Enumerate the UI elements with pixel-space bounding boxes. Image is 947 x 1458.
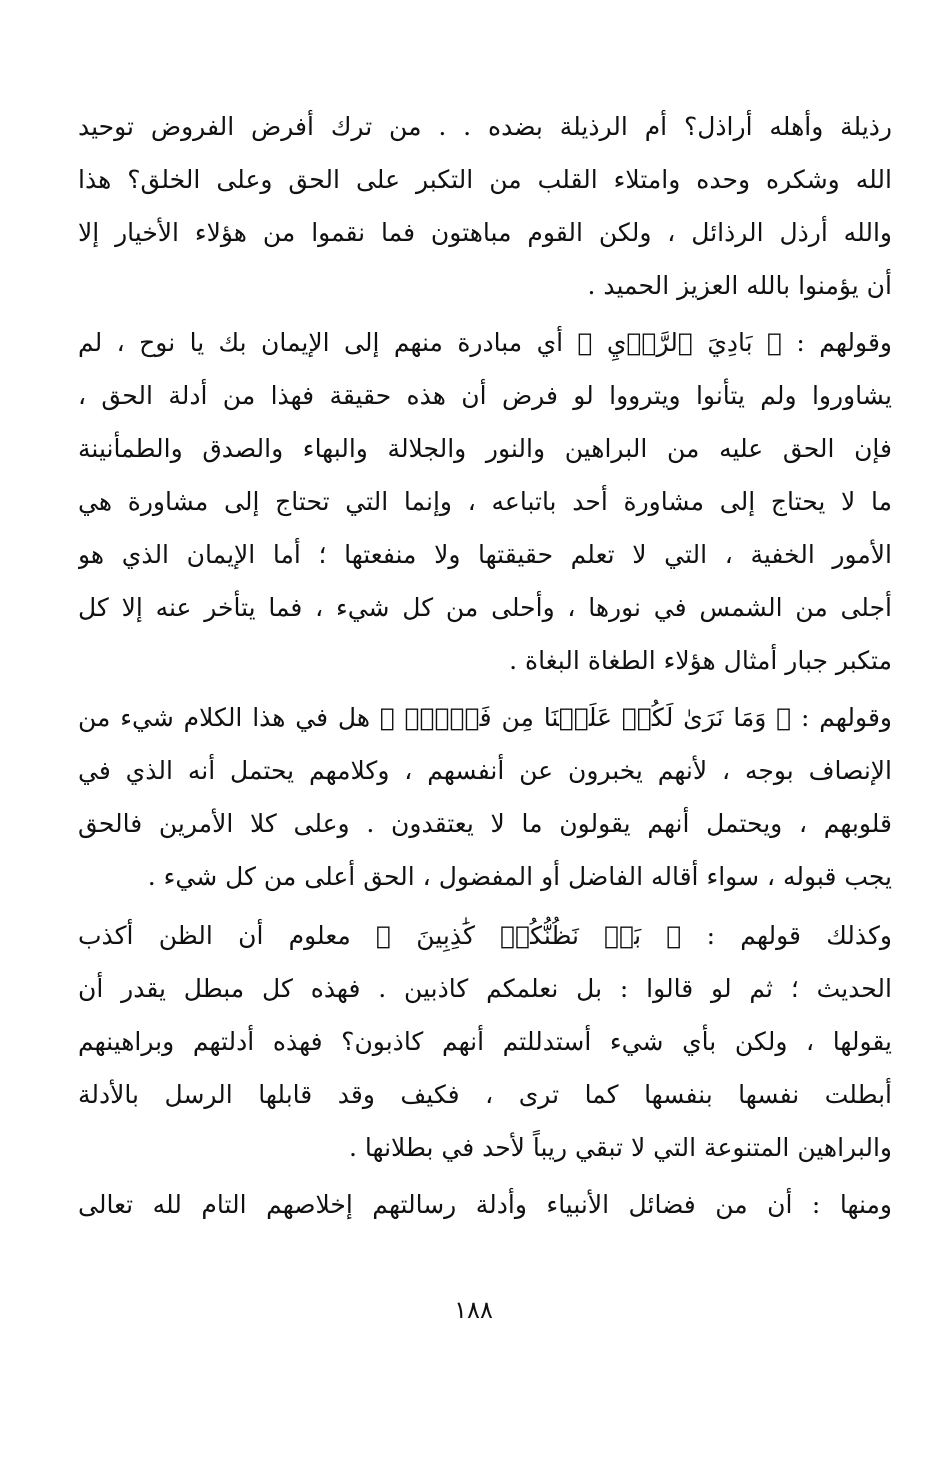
text-line: وكذلك قولهم : ﴿ بَلۡ نَظُنُّكُمۡ كَٰذِبِينَ ﴾ معلوم أن الظن أكذب <box>78 921 892 950</box>
text-line: الإنصاف بوجه ، لأنهم يخبرون عن أنفسهم ، وكلامهم يحتمل أنه الذي في <box>78 756 892 785</box>
text-line: والله أرذل الرذائل ، ولكن القوم مباهتون فما نقموا من هؤلاء الأخيار إلا <box>78 218 892 247</box>
text-line: فإن الحق عليه من البراهين والنور والجلالة والبهاء والصدق والطمأنينة <box>78 434 892 463</box>
paragraph-2 <box>78 316 892 687</box>
text-line: وقولهم : ﴿ وَمَا نَرَىٰ لَكُمۡ عَلَيۡنَا مِن فَضۡلِۭ ﴾ هل في هذا الكلام شيء من <box>78 703 892 732</box>
text-line: الأمور الخفية ، التي لا تعلم حقيقتها ولا منفعتها ؛ أما الإيمان الذي هو <box>78 540 892 569</box>
text-line: رذيلة وأهله أراذل؟ أم الرذيلة بضده . . من ترك أفرض الفروض توحيد <box>78 112 892 141</box>
page-body <box>78 100 892 1340</box>
text-line: يقولها ، ولكن بأي شيء أستدللتم أنهم كاذبون؟ فهذه أدلتهم وبراهينهم <box>78 1027 892 1056</box>
paragraph-1 <box>78 100 892 312</box>
text-line: أجلى من الشمس في نورها ، وأحلى من كل شيء ، فما يتأخر عنه إلا كل <box>78 593 892 622</box>
paragraph-3 <box>78 691 892 903</box>
text-line: متكبر جبار أمثال هؤلاء الطغاة البغاة . <box>509 646 892 675</box>
page-number: ١٨٨ <box>454 1296 493 1324</box>
paragraph-4 <box>78 909 892 1174</box>
text-line: والبراهين المتنوعة التي لا تبقي ريباً لأحد في بطلانها . <box>349 1133 892 1162</box>
text-line: الله وشكره وحده وامتلاء القلب من التكبر على الحق وعلى الخلق؟ هذا <box>78 165 892 194</box>
text-line: يشاوروا ولم يتأنوا ويترووا لو فرض أن هذه حقيقة فهذا من أدلة الحق ، <box>78 381 892 410</box>
text-line: ومنها : أن من فضائل الأنبياء وأدلة رسالتهم إخلاصهم التام لله تعالى <box>78 1190 892 1219</box>
text-line: الحديث ؛ ثم لو قالوا : بل نعلمكم كاذبين . فهذه كل مبطل يقدر أن <box>78 974 892 1003</box>
text-line: قلوبهم ، ويحتمل أنهم يقولون ما لا يعتقدون . وعلى كلا الأمرين فالحق <box>78 809 892 838</box>
text-line: أبطلت نفسها بنفسها كما ترى ، فكيف وقد قابلها الرسل بالأدلة <box>78 1080 892 1109</box>
text-line: وقولهم : ﴿ بَادِيَ ٱلرَّأۡيِ ﴾ أي مبادرة منهم إلى الإيمان بك يا نوح ، لم <box>78 328 892 357</box>
text-line: ما لا يحتاج إلى مشاورة أحد باتباعه ، وإنما التي تحتاج إلى مشاورة هي <box>78 487 892 516</box>
text-line: أن يؤمنوا بالله العزيز الحميد . <box>587 271 892 300</box>
paragraph-5 <box>78 1178 892 1231</box>
text-line: يجب قبوله ، سواء أقاله الفاضل أو المفضول ، الحق أعلى من كل شيء . <box>147 862 892 891</box>
